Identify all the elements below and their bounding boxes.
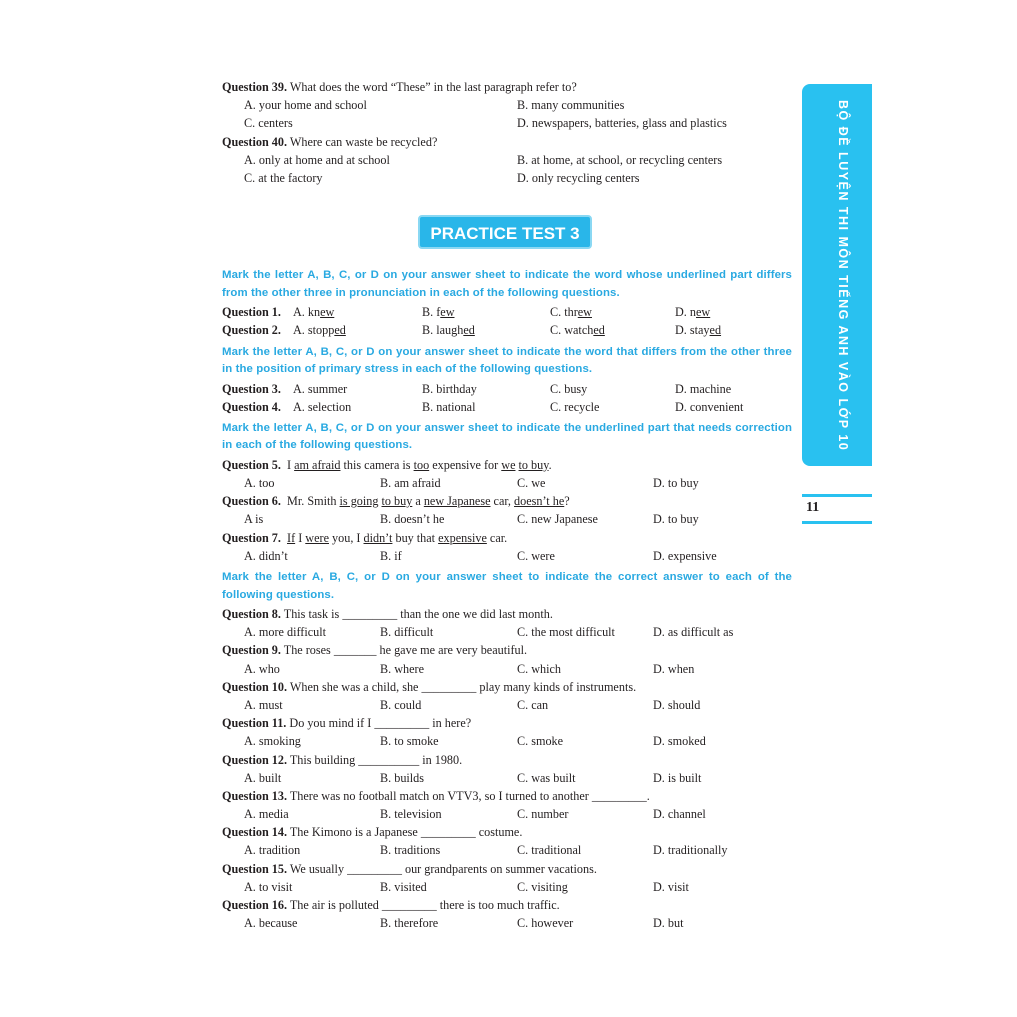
question-text: We usually _________ our grandparents on summer vacations.	[289, 861, 597, 876]
question-row	[222, 751, 792, 769]
question-label: Question 9.	[222, 643, 281, 658]
option-b: B. could	[380, 697, 422, 712]
option-b: B. therefore	[380, 916, 439, 931]
question-row	[222, 529, 792, 547]
question-row	[222, 641, 792, 659]
option-d: D. newspapers, batteries, glass and plastics	[517, 116, 727, 131]
question-text: This building __________ in 1980.	[289, 752, 463, 767]
option-b: B. few	[422, 305, 455, 320]
option-a: A. your home and school	[244, 98, 367, 113]
question-text: This task is _________ than the one we did last month.	[283, 607, 553, 621]
question-row	[222, 605, 792, 623]
option-b: B. many communities	[517, 98, 625, 113]
option-c: C. traditional	[517, 843, 582, 858]
page-content	[222, 78, 792, 932]
options-row	[222, 547, 792, 565]
option-a: A is	[244, 512, 264, 527]
option-a: A. to visit	[244, 879, 293, 894]
option-a: A. selection	[293, 399, 352, 414]
option-b: B. laughed	[422, 323, 475, 338]
instruction-pronunciation: Mark the letter A, B, C, or D on your answer sheet to indicate the word whose underlined part differs from the other three in pronunciation in each of the following questions.	[222, 269, 792, 299]
question-label: Question 39.	[222, 80, 288, 94]
option-a: A. knew	[293, 305, 335, 320]
question-row	[222, 714, 792, 732]
option-b: B. am afraid	[380, 476, 441, 491]
option-a: A. media	[244, 807, 289, 822]
option-b: B. at home, at school, or recycling centers	[517, 152, 723, 167]
options-row	[222, 769, 792, 787]
question-row	[222, 787, 792, 805]
option-b: B. if	[380, 548, 402, 563]
sidebar-book-title: BỘ ĐỀ LUYỆN THI MÔN TIẾNG ANH VÀO LỚP 10	[836, 100, 850, 452]
question-text: What does the word “These” in the last paragraph refer to?	[289, 80, 577, 94]
section-title-wrap	[222, 215, 792, 259]
option-c: C. busy	[550, 381, 588, 396]
option-c: C. which	[517, 661, 562, 676]
option-a: A. too	[244, 476, 275, 491]
option-a: A. smoking	[244, 734, 301, 749]
option-b: B. birthday	[422, 381, 477, 396]
question-row	[222, 860, 792, 878]
option-d: D. when	[653, 661, 695, 676]
question-text: When she was a child, she _________ play many kinds of instruments.	[289, 679, 637, 694]
options-row	[222, 805, 792, 823]
option-b: B. television	[380, 807, 442, 822]
question-row	[222, 303, 792, 321]
option-d: D. as difficult as	[653, 625, 734, 640]
question-text: Where can waste be recycled?	[289, 134, 438, 149]
option-d: D. is built	[653, 770, 702, 785]
question-row	[222, 133, 792, 151]
option-b: B. doesn’t he	[380, 512, 445, 527]
option-b: B. builds	[380, 770, 425, 785]
question-row	[222, 78, 792, 96]
option-d: D. should	[653, 697, 701, 712]
question-text: Mr. Smith is going to buy a new Japanese car, doesn’t he?	[287, 494, 570, 509]
option-d: D. visit	[653, 879, 689, 894]
option-c: C. number	[517, 807, 569, 822]
option-c: C. recycle	[550, 399, 600, 414]
question-label: Question 4.	[222, 399, 281, 414]
options-row	[222, 841, 792, 859]
question-row	[222, 492, 792, 510]
option-c: C. was built	[517, 770, 576, 785]
option-a: A. who	[244, 661, 280, 676]
question-row	[222, 456, 792, 474]
option-a: A. more difficult	[244, 625, 327, 640]
question-row	[222, 896, 792, 914]
option-c: C. can	[517, 697, 549, 712]
question-label: Question 13.	[222, 788, 288, 803]
options-row	[222, 914, 792, 932]
option-d: D. expensive	[653, 548, 717, 563]
options-row	[222, 878, 792, 896]
option-c: C. centers	[244, 116, 293, 131]
option-a: A. only at home and at school	[244, 152, 390, 167]
option-a: A. didn’t	[244, 548, 288, 563]
option-c: C. we	[517, 476, 546, 491]
question-label: Question 3.	[222, 381, 281, 396]
page-number-rule-bottom	[802, 521, 872, 524]
question-label: Question 7.	[222, 530, 281, 545]
question-label: Question 15.	[222, 861, 288, 876]
option-b: B. difficult	[380, 625, 434, 640]
options-row	[222, 510, 792, 528]
option-c: C. however	[517, 916, 574, 931]
question-text: The air is polluted _________ there is too much traffic.	[289, 898, 560, 912]
question-text: If I were you, I didn’t buy that expensive car.	[287, 530, 508, 545]
question-label: Question 8.	[222, 607, 281, 621]
option-b: B. traditions	[380, 843, 441, 858]
question-text: The roses _______ he gave me are very beautiful.	[283, 643, 528, 658]
option-d: D. smoked	[653, 734, 706, 749]
question-label: Question 6.	[222, 494, 281, 509]
instruction-correct-answer: Mark the letter A, B, C, or D on your answer sheet to indicate the correct answer to each of the following questions.	[222, 571, 792, 601]
question-label: Question 5.	[222, 457, 281, 472]
option-d: D. new	[675, 305, 711, 320]
question-text: I am afraid this camera is too expensive for we to buy.	[287, 457, 552, 472]
option-d: D. channel	[653, 807, 706, 822]
options-row	[222, 732, 792, 750]
option-d: D. only recycling centers	[517, 170, 640, 185]
option-d: D. machine	[675, 381, 732, 396]
option-d: D. but	[653, 916, 684, 931]
multiple-choice-list	[222, 605, 792, 932]
option-c: C. visiting	[517, 879, 568, 894]
option-a: A. summer	[293, 381, 348, 396]
question-text: There was no football match on VTV3, so I turned to another _________.	[289, 788, 650, 803]
options-row	[222, 474, 792, 492]
section-title: PRACTICE TEST 3	[418, 215, 592, 249]
option-a: A. built	[244, 770, 282, 785]
option-b: B. visited	[380, 879, 427, 894]
question-label: Question 2.	[222, 323, 281, 338]
page-number: 11	[806, 500, 820, 515]
question-text: Do you mind if I _________ in here?	[289, 716, 472, 731]
question-row	[222, 398, 792, 416]
question-row	[222, 678, 792, 696]
option-d: D. to buy	[653, 512, 699, 527]
option-c: C. the most difficult	[517, 625, 615, 640]
question-label: Question 16.	[222, 898, 288, 912]
options-row	[222, 169, 792, 187]
option-c: C. threw	[550, 305, 592, 320]
question-label: Question 12.	[222, 752, 288, 767]
option-d: D. stayed	[675, 323, 722, 338]
options-row	[222, 623, 792, 641]
question-text: The Kimono is a Japanese _________ costume.	[289, 825, 523, 840]
options-row	[222, 660, 792, 678]
question-label: Question 1.	[222, 305, 281, 320]
option-c: C. were	[517, 548, 555, 563]
question-label: Question 11.	[222, 716, 287, 731]
option-d: D. convenient	[675, 399, 744, 414]
options-row	[222, 151, 792, 169]
option-b: B. where	[380, 661, 424, 676]
question-label: Question 10.	[222, 679, 288, 694]
question-row	[222, 321, 792, 339]
option-a: A. because	[244, 916, 298, 931]
question-row	[222, 380, 792, 398]
question-label: Question 14.	[222, 825, 288, 840]
options-row	[222, 114, 792, 132]
instruction-stress: Mark the letter A, B, C, or D on your answer sheet to indicate the word that differs from the other three in the position of primary stress in each of the following questions.	[222, 345, 792, 375]
instruction-correction: Mark the letter A, B, C, or D on your answer sheet to indicate the underlined part that needs correction in each of the following questions.	[222, 421, 792, 452]
page-number-rule-top	[802, 494, 872, 497]
option-b: B. national	[422, 399, 476, 414]
option-c: C. at the factory	[244, 170, 323, 185]
option-d: D. to buy	[653, 476, 699, 491]
question-label: Question 40.	[222, 134, 288, 149]
option-d: D. traditionally	[653, 843, 728, 858]
option-c: C. smoke	[517, 734, 564, 749]
question-row	[222, 823, 792, 841]
option-b: B. to smoke	[380, 734, 439, 749]
option-a: A. must	[244, 697, 283, 712]
option-a: A. tradition	[244, 843, 301, 858]
option-a: A. stopped	[293, 323, 346, 338]
option-c: C. new Japanese	[517, 512, 598, 527]
options-row	[222, 96, 792, 114]
options-row	[222, 696, 792, 714]
option-c: C. watched	[550, 323, 605, 338]
